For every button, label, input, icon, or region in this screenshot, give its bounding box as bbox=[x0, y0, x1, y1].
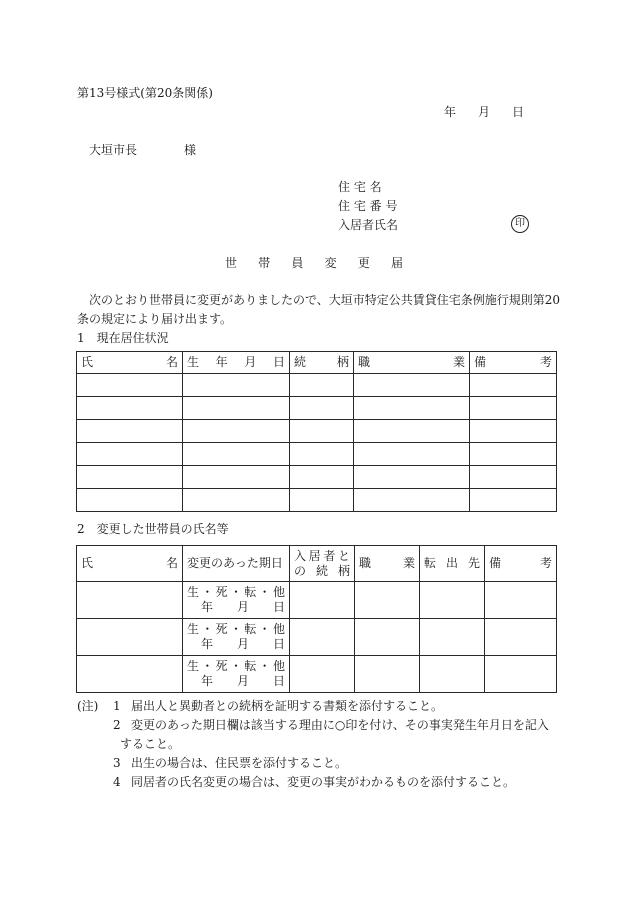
date-month-label: 月 bbox=[477, 105, 490, 119]
cell-name[interactable] bbox=[77, 374, 183, 397]
cell-relation[interactable] bbox=[290, 489, 354, 512]
cell-moved-to[interactable] bbox=[420, 656, 485, 693]
title-char: 帯 bbox=[258, 256, 271, 270]
header-remarks: 備 考 bbox=[470, 352, 557, 374]
title-char: 更 bbox=[357, 256, 370, 270]
cell-occupation[interactable] bbox=[354, 489, 470, 512]
cell-remarks[interactable] bbox=[470, 374, 557, 397]
cell-name[interactable] bbox=[77, 443, 183, 466]
cell-relation[interactable] bbox=[290, 443, 354, 466]
cell-occupation[interactable] bbox=[354, 420, 470, 443]
header-relation: 続 柄 bbox=[290, 352, 354, 374]
cell-relation[interactable] bbox=[290, 374, 354, 397]
note-text: 届出人と異動者との続柄を証明する書類を添付すること。 bbox=[131, 699, 444, 713]
cell-name[interactable] bbox=[77, 466, 183, 489]
cell-birthdate[interactable] bbox=[183, 443, 290, 466]
changed-member-table bbox=[76, 545, 557, 693]
intro-line-1: 次のとおり世帯員に変更がありましたので、大垣市特定公共賃貸住宅条例施行規則第20 bbox=[89, 293, 561, 307]
cell-occupation[interactable] bbox=[354, 466, 470, 489]
header-remarks: 備 考 bbox=[485, 546, 557, 582]
header-birthdate: 生 年 月 日 bbox=[183, 352, 290, 374]
cell-relation[interactable] bbox=[290, 397, 354, 420]
current-residence-table bbox=[76, 351, 557, 512]
header-moved-to: 転 出 先 bbox=[420, 546, 485, 582]
cell-remarks[interactable] bbox=[485, 582, 557, 619]
cell-moved-to[interactable] bbox=[420, 582, 485, 619]
table-header-row bbox=[77, 546, 557, 582]
cell-relation[interactable] bbox=[290, 420, 354, 443]
cell-birthdate[interactable] bbox=[183, 420, 290, 443]
addressee-name: 大垣市長 bbox=[89, 143, 138, 157]
header-name: 氏 名 bbox=[77, 546, 183, 582]
title-char: 員 bbox=[291, 256, 304, 270]
table-row bbox=[77, 420, 557, 443]
form-title bbox=[225, 255, 403, 271]
cell-occupation[interactable] bbox=[354, 397, 470, 420]
table-row bbox=[77, 466, 557, 489]
date-day-label: 日 bbox=[511, 105, 524, 119]
field-resident-name-label: 入居者氏名 bbox=[338, 218, 399, 232]
note-text-continuation: すること。 bbox=[120, 737, 181, 751]
cell-remarks[interactable] bbox=[470, 466, 557, 489]
header-occupation: 職 業 bbox=[354, 352, 470, 374]
cell-relation[interactable] bbox=[290, 466, 354, 489]
note-number: 3 bbox=[113, 756, 121, 770]
table-row bbox=[77, 489, 557, 512]
cell-birthdate[interactable] bbox=[183, 466, 290, 489]
cell-occupation[interactable] bbox=[354, 443, 470, 466]
date-line bbox=[444, 104, 524, 120]
cell-name[interactable] bbox=[77, 656, 183, 693]
table-row bbox=[77, 397, 557, 420]
intro-line-2: 条の規定により届け出ます。 bbox=[77, 312, 233, 326]
cell-relation[interactable] bbox=[290, 656, 355, 693]
cell-birthdate[interactable] bbox=[183, 489, 290, 512]
field-housing-number-label: 住 宅 番 号 bbox=[338, 199, 398, 213]
cell-remarks[interactable] bbox=[470, 443, 557, 466]
header-name: 氏 名 bbox=[77, 352, 183, 374]
cell-occupation[interactable] bbox=[355, 656, 420, 693]
note-number: 1 bbox=[113, 699, 121, 713]
addressee-honorific: 様 bbox=[184, 143, 197, 157]
cell-name[interactable] bbox=[77, 489, 183, 512]
cell-name[interactable] bbox=[77, 420, 183, 443]
cell-remarks[interactable] bbox=[470, 420, 557, 443]
note-text: 同居者の氏名変更の場合は、変更の事実がわかるものを添付すること。 bbox=[131, 775, 516, 789]
table-row bbox=[77, 374, 557, 397]
cell-change-date[interactable]: 生 ・ 死 ・ 転 ・ 他 年 月 日 bbox=[183, 656, 290, 693]
header-occupation: 職 業 bbox=[355, 546, 420, 582]
title-char: 変 bbox=[324, 256, 337, 270]
cell-occupation[interactable] bbox=[355, 619, 420, 656]
cell-birthdate[interactable] bbox=[183, 397, 290, 420]
header-relation-to-resident: 入 居 者 と の 続 柄 bbox=[290, 546, 355, 582]
note-text: 出生の場合は、住民票を添付すること。 bbox=[131, 756, 348, 770]
date-year-label: 年 bbox=[444, 105, 457, 119]
cell-change-date[interactable]: 生 ・ 死 ・ 転 ・ 他 年 月 日 bbox=[183, 582, 290, 619]
table-header-row bbox=[77, 352, 557, 374]
table-row bbox=[77, 582, 557, 619]
cell-change-date[interactable]: 生 ・ 死 ・ 転 ・ 他 年 月 日 bbox=[183, 619, 290, 656]
header-change-date: 変更のあった期日 bbox=[183, 546, 290, 582]
cell-remarks[interactable] bbox=[485, 656, 557, 693]
cell-remarks[interactable] bbox=[470, 489, 557, 512]
cell-name[interactable] bbox=[77, 619, 183, 656]
cell-moved-to[interactable] bbox=[420, 619, 485, 656]
cell-name[interactable] bbox=[77, 397, 183, 420]
cell-relation[interactable] bbox=[290, 619, 355, 656]
section1-heading: 1 現在居住状況 bbox=[77, 331, 169, 345]
note-number: 2 bbox=[113, 718, 121, 732]
cell-relation[interactable] bbox=[290, 582, 355, 619]
note-number: 4 bbox=[113, 775, 121, 789]
seal-icon: 印 bbox=[511, 215, 529, 233]
section2-heading: 2 変更した世帯員の氏名等 bbox=[77, 522, 229, 536]
cell-birthdate[interactable] bbox=[183, 374, 290, 397]
cell-name[interactable] bbox=[77, 582, 183, 619]
cell-occupation[interactable] bbox=[354, 374, 470, 397]
table-row bbox=[77, 619, 557, 656]
notes-label: (注) bbox=[77, 699, 99, 713]
note-text: 変更のあった期日欄は該当する理由に○印を付け、その事実発生年月日を記入 bbox=[131, 718, 549, 732]
field-housing-name-label: 住 宅 名 bbox=[338, 180, 382, 194]
table-row bbox=[77, 656, 557, 693]
cell-occupation[interactable] bbox=[355, 582, 420, 619]
cell-remarks[interactable] bbox=[470, 397, 557, 420]
form-number: 第13号様式(第20条関係) bbox=[77, 86, 213, 100]
title-char: 世 bbox=[225, 256, 238, 270]
cell-remarks[interactable] bbox=[485, 619, 557, 656]
title-char: 届 bbox=[390, 256, 403, 270]
table-row bbox=[77, 443, 557, 466]
